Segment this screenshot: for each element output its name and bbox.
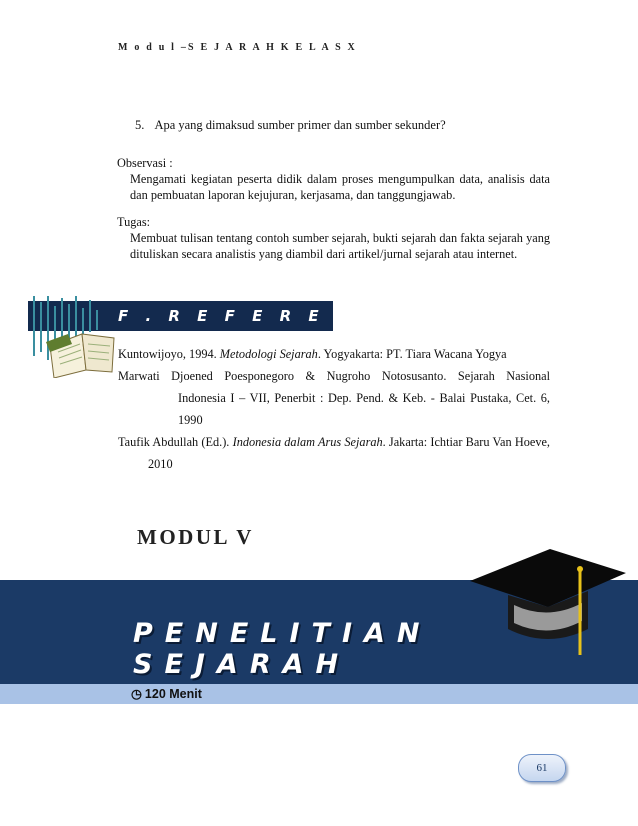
reference-line: Marwati Djoened Poesponegoro & Nugroho Notosusanto. Sejarah Nasional <box>118 369 550 383</box>
question-5 <box>135 118 446 133</box>
duration <box>131 686 202 701</box>
reference-line: Indonesia I – VII, Penerbit : Dep. Pend. & Keb. - Balai Pustaka, Cet. 6, 1990 <box>178 391 550 427</box>
reference-publisher: . Jakarta: Ichtiar Baru Van Hoeve, 2010 <box>148 435 550 471</box>
reference-author: Kuntowijoyo, 1994. <box>118 347 217 361</box>
module-label: MODUL V <box>137 525 254 549</box>
references-list <box>118 343 550 475</box>
task-text: Membuat tulisan tentang contoh sumber sejarah, bukti sejarah dan fakta sejarah yang dituliskan secara analistis yang diambil dari artikel/jurnal sejarah atau internet. <box>130 231 550 261</box>
observation-text: Mengamati kegiatan peserta didik dalam proses mengumpulkan data, analisis data dan pembuatan laporan kejujuran, kerjasama, dan tanggungjawab. <box>130 172 550 202</box>
reference-work: Metodologi Sejarah <box>219 347 318 361</box>
graduation-cap-icon <box>468 545 628 663</box>
duration-text: 120 Menit <box>144 687 202 701</box>
question-text: Apa yang dimaksud sumber primer dan sumber sekunder? <box>154 118 446 132</box>
reference-item <box>118 343 550 365</box>
clock-icon: ◷ <box>131 687 142 701</box>
module-title: PENELITIAN SEJARAH <box>133 618 432 680</box>
reference-work: Indonesia dalam Arus Sejarah <box>232 435 383 449</box>
reference-publisher: . Yogyakarta: PT. Tiara Wacana Yogya <box>317 347 507 361</box>
open-book-icon <box>28 294 116 378</box>
observation-label: Observasi : <box>117 156 173 170</box>
page-number: 61 <box>518 754 566 782</box>
references-heading: F . R E F E R E N S I <box>118 307 406 325</box>
running-header: M o d u l –S E J A R A H K E L A S X <box>118 42 357 53</box>
question-number: 5. <box>135 118 145 132</box>
duration-bar <box>0 684 638 704</box>
task-label: Tugas: <box>117 215 151 229</box>
reference-item <box>118 431 550 475</box>
reference-item <box>118 365 550 431</box>
task-block <box>117 214 550 262</box>
reference-author: Taufik Abdullah (Ed.). <box>118 435 230 449</box>
observation-block <box>117 155 550 203</box>
